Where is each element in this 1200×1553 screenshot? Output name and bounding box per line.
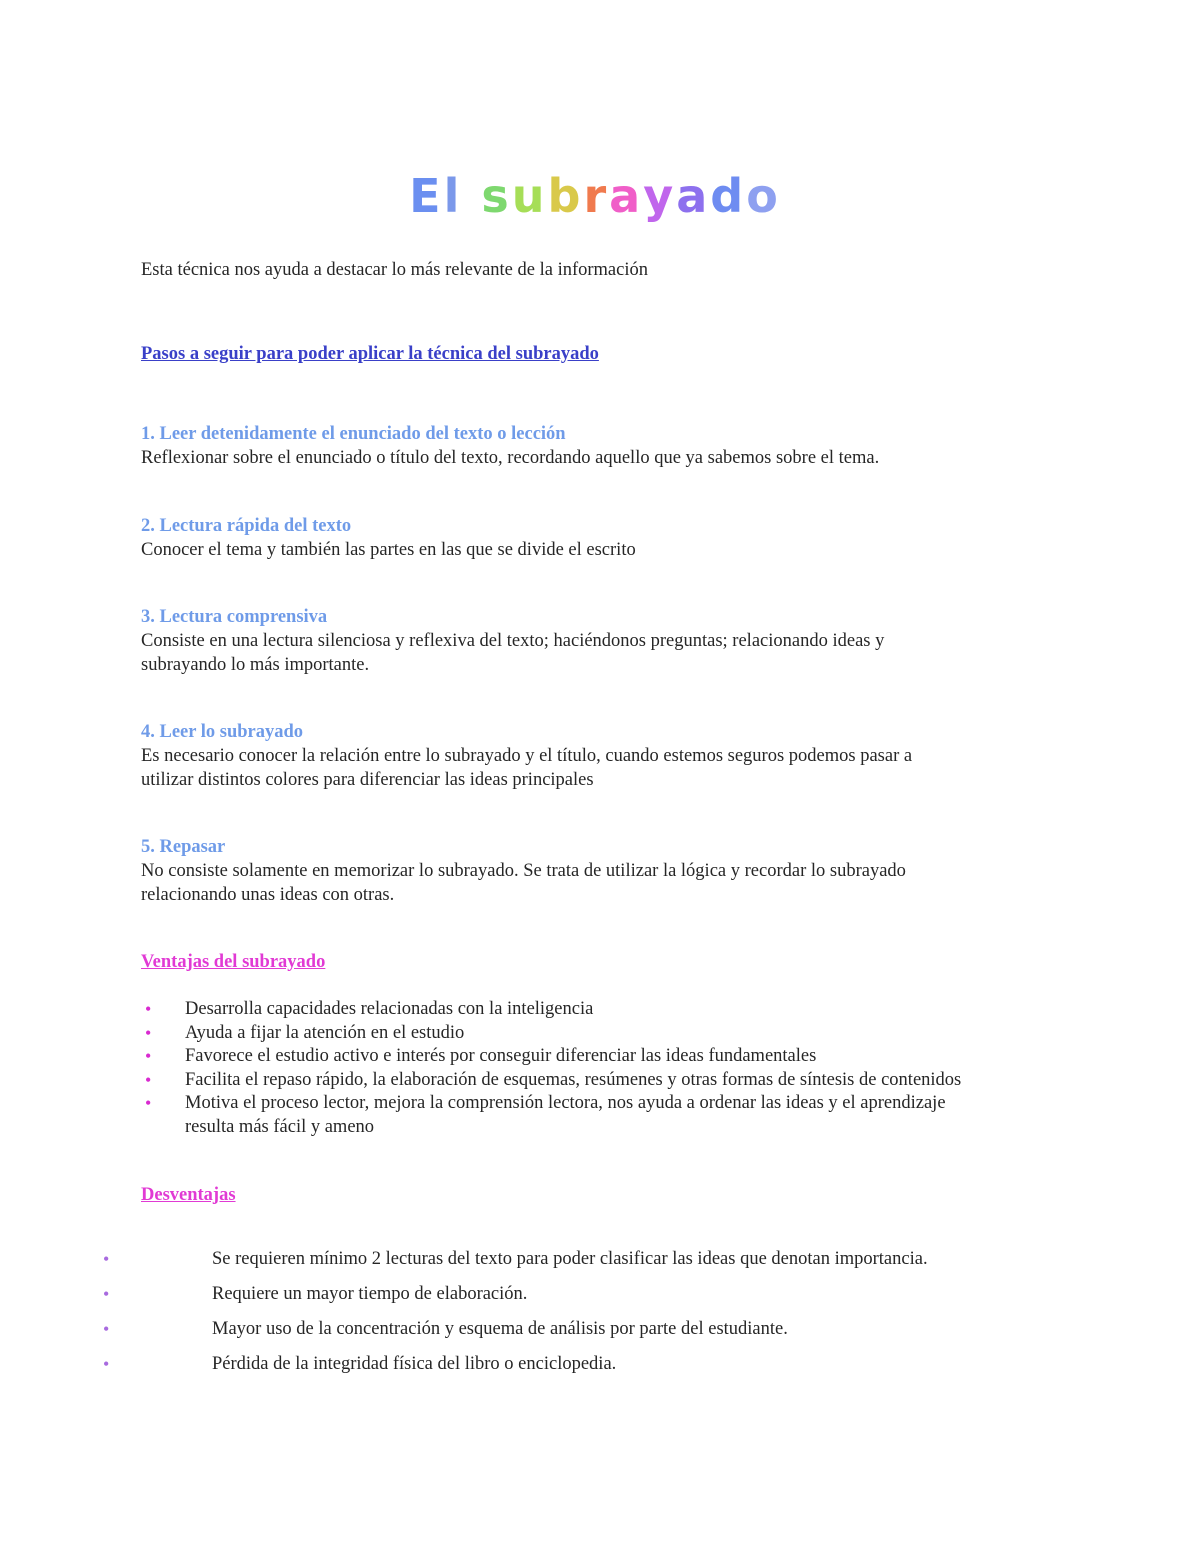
step-3 bbox=[141, 605, 884, 677]
step-body: Conocer el tema y también las partes en las que se divide el escrito bbox=[141, 540, 636, 560]
title-letter: s bbox=[481, 168, 512, 223]
document-page: El subrayado Esta técnica nos ayuda a destacar lo más relevante de la información Pasos a seguir para poder aplicar la técnica del subrayado 1. Leer detenidamente el enunciado del texto o lección Reflexionar sobre el enunciado o título del texto, recordando aquello que ya sabemos sobre el tema. 2. Lectura rápida del texto Conocer el tema y también las partes en las que se divide el escrito 3. Lectura comprensiva Consiste en una lectura silenciosa y reflexiva del texto; haciéndonos preguntas; relacionando ideas y subrayando lo más importante. 4. Leer lo subrayado Es necesario conocer la relación entre lo subrayado y el título, cuando estemos seguros podemos pasar a utilizar distintos colores para diferenciar las ideas principales 5. Repasar No consiste solamente en memorizar lo subrayado. Se trata de utilizar la lógica y recordar lo subrayado relacionando unas ideas con otras. Ventajas del subrayado • Desarrolla capacidades relacionadas con la inteligencia • Ayuda a fijar la atención en el estudio • Favorece el estudio activo e interés por conseguir diferenciar las ideas fundamentales • Facilita el repaso rápido, la elaboración de esquemas, resúmenes y otras formas de síntesis de contenidos • Motiva el proceso lector, mejora la comprensión lectora, nos ayuda a ordenar las ideas y el aprendizaje resulta más fácil y ameno Desventajas • Se requieren mínimo 2 lecturas del texto para poder clasificar las ideas que denotan importancia. • Requiere un mayor tiempo de elaboración. • Mayor uso de la concentración y esquema de análisis por parte del estudiante. • Pérdida de la integridad física del libro o enciclopedia. bbox=[0, 0, 1200, 1553]
disadvantages-heading: Desventajas bbox=[141, 1185, 236, 1205]
intro-text: Esta técnica nos ayuda a destacar lo más relevante de la información bbox=[141, 260, 648, 280]
title-letter: u bbox=[511, 168, 548, 223]
list-item: • Desarrolla capacidades relacionadas con la inteligencia bbox=[141, 998, 961, 1022]
bullet-icon: • bbox=[145, 1093, 152, 1113]
steps-heading: Pasos a seguir para poder aplicar la técnica del subrayado bbox=[141, 344, 599, 364]
list-item: • Ayuda a fijar la atención en el estudio bbox=[141, 1022, 961, 1046]
bullet-icon: • bbox=[103, 1354, 110, 1374]
bullet-icon: • bbox=[145, 1046, 152, 1066]
title-letter: a bbox=[609, 168, 644, 223]
list-item: • Facilita el repaso rápido, la elaboración de esquemas, resúmenes y otras formas de síntesis de contenidos bbox=[141, 1069, 961, 1093]
title-letter: r bbox=[583, 168, 610, 223]
step-title: 1. Leer detenidamente el enunciado del texto o lección bbox=[141, 424, 566, 444]
bullet-icon: • bbox=[145, 999, 152, 1019]
page-title bbox=[0, 169, 1190, 223]
title-letter: d bbox=[710, 168, 747, 223]
step-4 bbox=[141, 720, 912, 792]
step-title: 4. Leer lo subrayado bbox=[141, 722, 304, 742]
step-body: subrayando lo más importante. bbox=[141, 655, 370, 675]
list-item: • Motiva el proceso lector, mejora la comprensión lectora, nos ayuda a ordenar las ideas y el aprendizaje resulta más fácil y ameno bbox=[145, 1093, 946, 1137]
bullet-icon: • bbox=[103, 1319, 110, 1339]
bullet-icon: • bbox=[145, 1022, 152, 1043]
title-letter: b bbox=[547, 168, 584, 223]
title-letter: o bbox=[746, 168, 781, 223]
step-body: Reflexionar sobre el enunciado o título del texto, recordando aquello que ya sabemos sobre el tema. bbox=[141, 448, 880, 468]
step-5 bbox=[141, 835, 906, 907]
step-body: relacionando unas ideas con otras. bbox=[141, 885, 395, 905]
title-letter bbox=[462, 169, 481, 223]
title-letter: E bbox=[409, 168, 444, 223]
title-letter: a bbox=[676, 168, 711, 223]
bullet-icon: • bbox=[103, 1284, 110, 1304]
step-title: 2. Lectura rápida del texto bbox=[141, 516, 352, 536]
title-letter: l bbox=[443, 168, 463, 223]
bullet-icon: • bbox=[145, 1069, 152, 1090]
step-title: 3. Lectura comprensiva bbox=[141, 607, 328, 627]
list-item: • Favorece el estudio activo e interés por conseguir diferenciar las ideas fundamentales bbox=[141, 1045, 961, 1069]
step-body: Consiste en una lectura silenciosa y reflexiva del texto; haciéndonos preguntas; relacionando ideas y bbox=[141, 631, 885, 651]
advantages-list bbox=[141, 998, 961, 1139]
advantages-heading: Ventajas del subrayado bbox=[141, 952, 326, 972]
step-2 bbox=[141, 514, 636, 562]
step-title: 5. Repasar bbox=[141, 837, 226, 857]
step-body: No consiste solamente en memorizar lo subrayado. Se trata de utilizar la lógica y recordar lo subrayado bbox=[141, 861, 906, 881]
title-letter: y bbox=[643, 168, 677, 223]
step-1 bbox=[141, 422, 879, 470]
bullet-icon: • bbox=[103, 1249, 110, 1269]
step-body: utilizar distintos colores para diferenciar las ideas principales bbox=[141, 770, 594, 790]
step-body: Es necesario conocer la relación entre lo subrayado y el título, cuando estemos seguros podemos pasar a bbox=[141, 746, 913, 766]
